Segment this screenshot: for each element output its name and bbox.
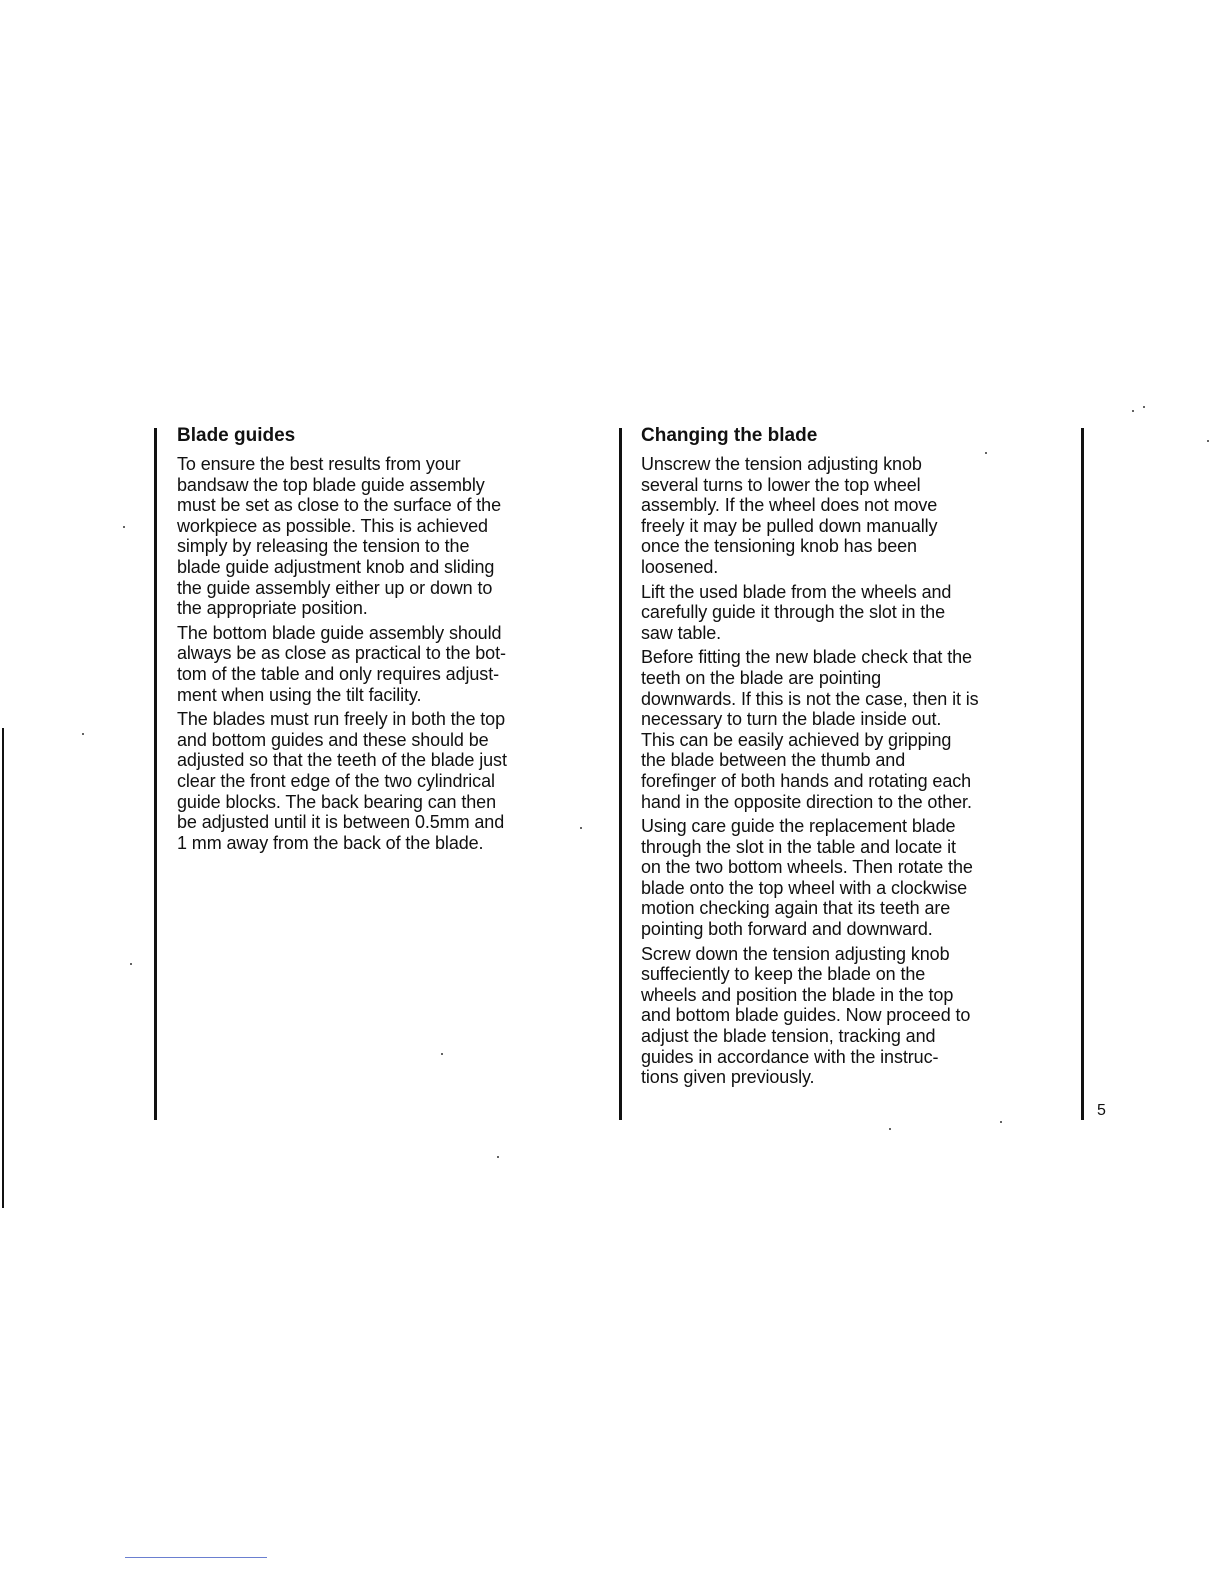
scan-speck <box>82 733 84 735</box>
scan-speck <box>889 1128 891 1130</box>
scan-speck <box>1132 410 1134 412</box>
scan-speck <box>1207 440 1209 442</box>
left-column <box>177 424 597 857</box>
scan-speck <box>580 827 582 829</box>
paragraph: The bottom blade guide assembly should always be as close as practical to the bot- tom of the table and only requires adjust- ment when using the tilt facility. <box>177 622 506 705</box>
paragraph: Before fitting the new blade check that the teeth on the blade are pointing downwards. If this is not the case, then it is necessary to turn the blade inside out. This can be easily achieved by gripping the blade between the thumb and forefinger of both hands and rotating each hand in the opposite direction to the other. <box>641 647 979 812</box>
paragraph: The blades must run freely in both the top and bottom guides and these should be adjusted so that the teeth of the blade just clear the front edge of the two cylindrical guide blocks. The back bearing can then be adjusted until it is between 0.5mm and 1 mm away from the back of the blade. <box>177 709 507 853</box>
column-rule-left <box>154 428 157 1120</box>
right-column <box>641 424 1066 1092</box>
page-number: 5 <box>1097 1102 1106 1119</box>
section-heading-changing-the-blade: Changing the blade <box>641 425 818 446</box>
footer-underline <box>125 1557 267 1558</box>
scan-edge-artifact <box>2 728 4 1208</box>
scan-speck <box>985 452 987 454</box>
paragraph: Screw down the tension adjusting knob suffeciently to keep the blade on the wheels and position the blade in the top and bottom blade guides. Now proceed to adjust the blade tension, tracking and guides in accordance with the instruc- tions given previously. <box>641 943 971 1088</box>
scan-speck <box>1000 1121 1002 1123</box>
scan-speck <box>497 1156 499 1158</box>
paragraph: Using care guide the replacement blade through the slot in the table and locate it on the two bottom wheels. Then rotate the blade onto the top wheel with a clockwise motion checking again that its teeth are pointing both forward and downward. <box>641 816 973 940</box>
scan-speck <box>1143 406 1145 408</box>
scan-speck <box>441 1053 443 1055</box>
scan-speck <box>130 963 132 965</box>
paragraph: Unscrew the tension adjusting knob several turns to lower the top wheel assembly. If the wheel does not move freely it may be pulled down manually once the tensioning knob has been loosened. <box>641 454 938 577</box>
paragraph: Lift the used blade from the wheels and carefully guide it through the slot in the saw table. <box>641 581 952 643</box>
paragraph: To ensure the best results from your bandsaw the top blade guide assembly must be set as close to the surface of the workpiece as possible. This is achieved simply by releasing the tension to the blade guide adjustment knob and sliding the guide assembly either up or down to the appropriate position. <box>177 454 501 619</box>
column-rule-middle <box>619 428 622 1120</box>
section-heading-blade-guides: Blade guides <box>177 425 296 446</box>
column-rule-right <box>1081 428 1084 1120</box>
scan-speck <box>123 526 125 528</box>
